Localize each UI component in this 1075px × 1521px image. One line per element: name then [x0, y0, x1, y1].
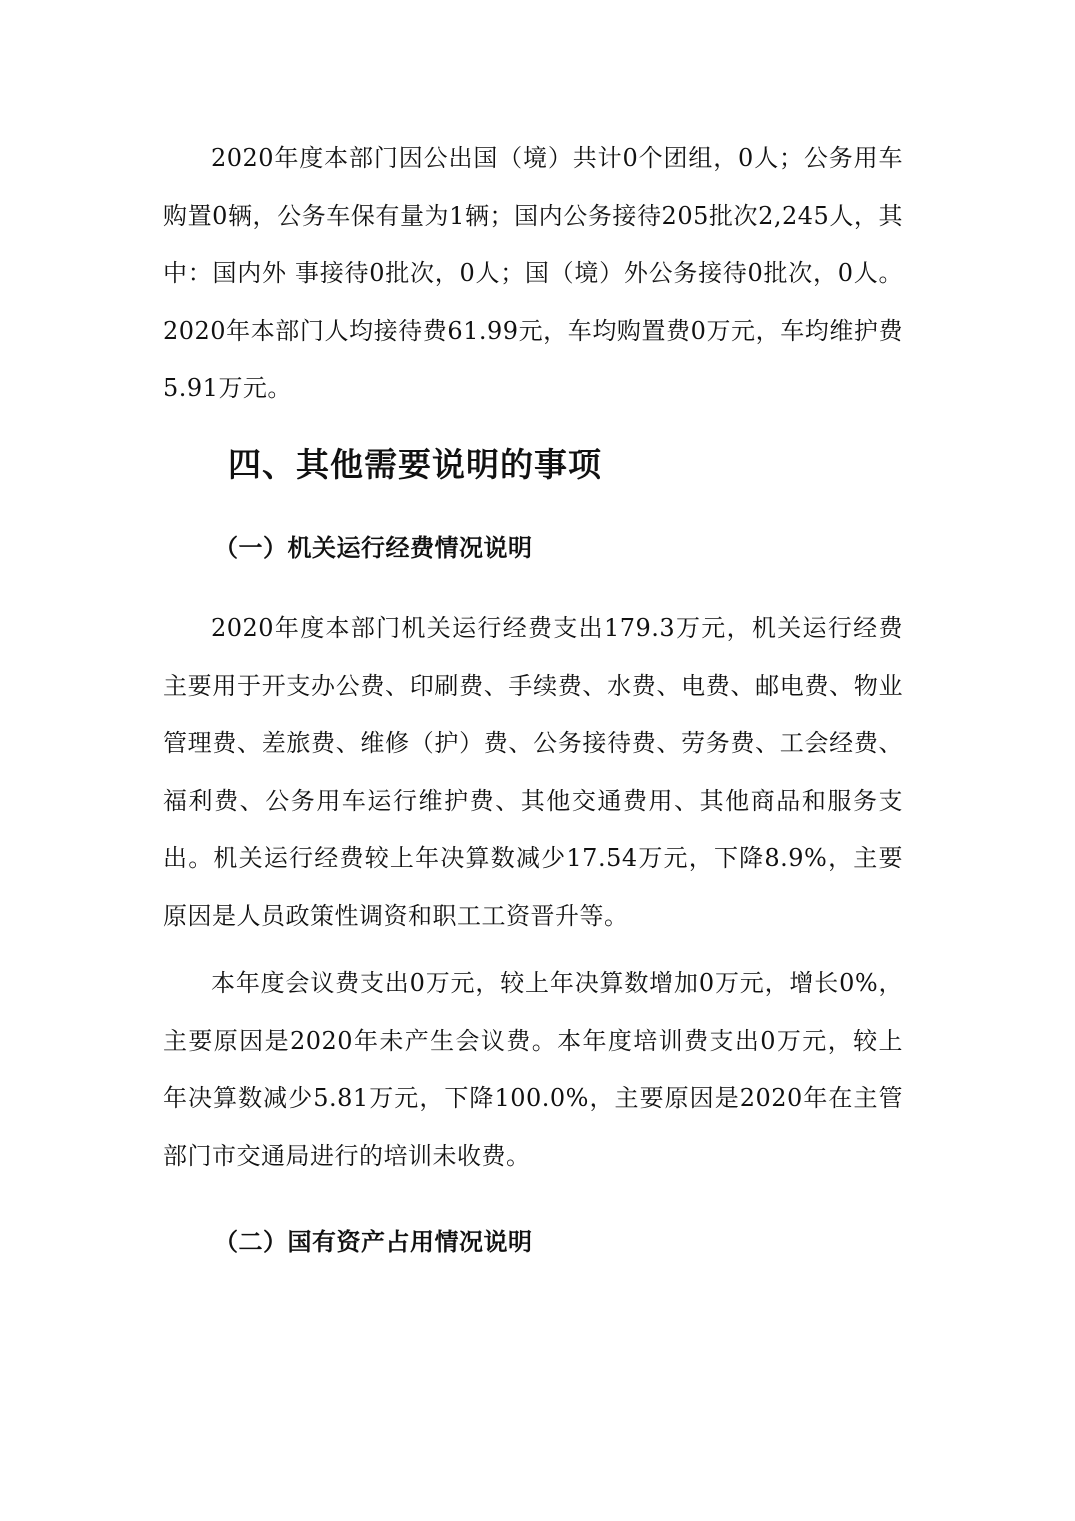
subheading-operating-expenses: （一）机关运行经费情况说明 — [214, 534, 533, 562]
paragraph-overseas-vehicle-reception: 2020年度本部门因公出国（境）共计0个团组，0人；公务用车购置0辆，公务车保有量为1辆；国内公务接待205批次2,245人，其中：国内外 事接待0批次，0人；国（境）外公务接待0批次，0人。2020年本部门人均接待费61.99元，车均购置费0万元，车均维护费5.91万元。 — [163, 144, 903, 402]
paragraph-operating-expenses: 2020年度本部门机关运行经费支出179.3万元，机关运行经费主要用于开支办公费、印刷费、手续费、水费、电费、邮电费、物业管理费、差旅费、维修（护）费、公务接待费、劳务费、工会经费、福利费、公务用车运行维护费、其他交通费用、其他商品和服务支出。机关运行经费较上年决算数减少17.54万元，下降8.9%，主要原因是人员政策性调资和职工工资晋升等。 — [163, 614, 903, 930]
paragraph-meeting-training-fees: 本年度会议费支出0万元，较上年决算数增加0万元，增长0%，主要原因是2020年未产生会议费。本年度培训费支出0万元，较上年决算数减少5.81万元，下降100.0%，主要原因是2020年在主管部门市交通局进行的培训未收费。 — [163, 969, 903, 1170]
subheading-state-assets: （二）国有资产占用情况说明 — [214, 1228, 533, 1256]
section-heading-other-matters: 四、其他需要说明的事项 — [228, 445, 602, 484]
